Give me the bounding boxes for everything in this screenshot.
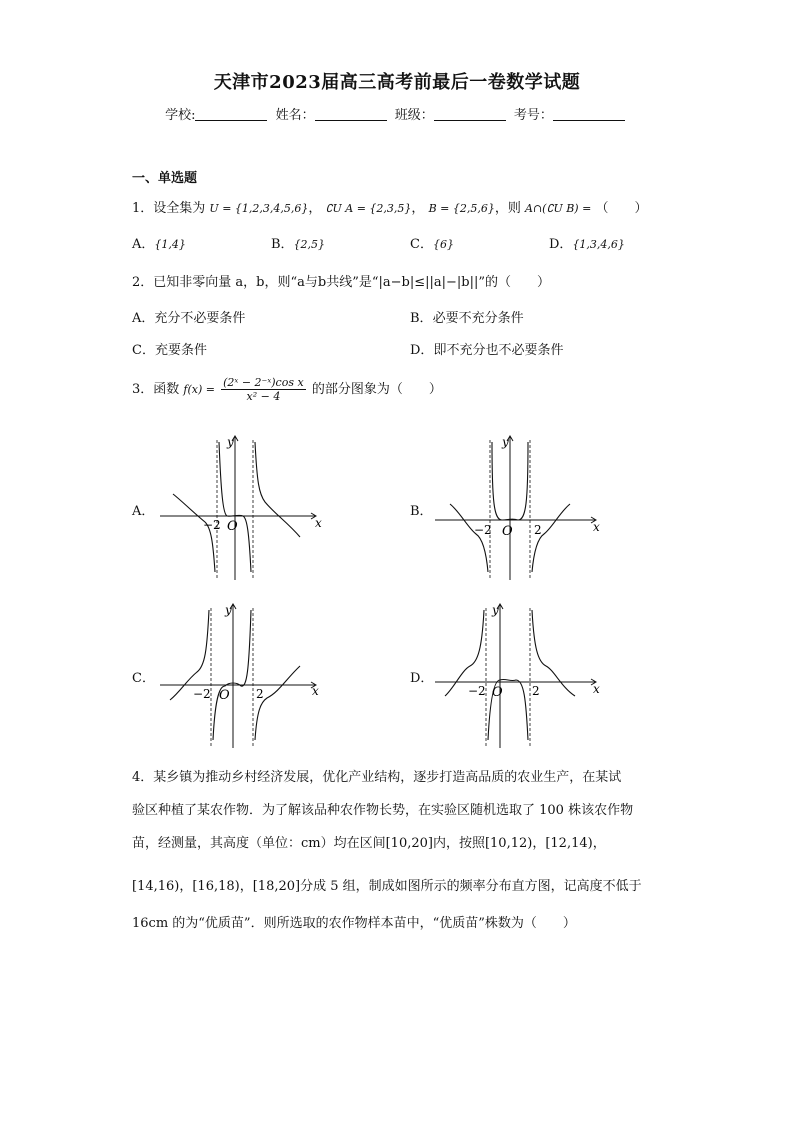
q2-option-b[interactable]: B．必要不充分条件 — [410, 311, 524, 326]
q1-prefix: 1．设全集为 — [132, 201, 206, 216]
q1-set-b: B = {2,5,6} — [428, 202, 495, 215]
q3-numerator: (2ˣ − 2⁻ˣ)cos x — [223, 376, 304, 389]
page-title: 天津市2023届高三高考前最后一卷数学试题 — [213, 72, 581, 93]
question-4-line-1: 4．某乡镇为推动乡村经济发展，优化产业结构，逐步打造高品质的农业生产，在某试 — [132, 770, 622, 785]
svg-text:O: O — [492, 685, 503, 700]
q3-option-a-label[interactable]: A． — [132, 504, 155, 519]
name-blank — [315, 108, 387, 121]
q2-option-a[interactable]: A．充分不必要条件 — [132, 311, 246, 326]
q1-option-a[interactable]: A．{1,4} — [132, 237, 186, 252]
question-4-line-3: 苗，经测量，其高度（单位：cm）均在区间[10,20]内，按照[10,12)，[12,14)， — [132, 836, 606, 851]
q1-option-d[interactable]: D．{1,3,4,6} — [549, 237, 625, 252]
q1-then: ，则 — [494, 201, 521, 216]
q1-paren: （ ） — [595, 201, 648, 216]
svg-text:O: O — [502, 524, 513, 539]
graph-a-neg2: −2 — [203, 518, 221, 532]
svg-text:−2: −2 — [468, 684, 486, 698]
svg-text:x: x — [312, 684, 319, 698]
svg-text:y: y — [502, 435, 509, 449]
question-4-line-5: 16cm 的为“优质苗”．则所选取的农作物样本苗中，“优质苗”株数为（ ） — [132, 916, 576, 931]
svg-text:2: 2 — [256, 687, 264, 701]
q1-expr: A∩(∁U B) = — [525, 202, 592, 215]
q3-graph-b[interactable] — [430, 432, 610, 582]
question-2: 2．已知非零向量 a，b，则“a与b共线”是“|a−b|≤||a|−|b||”的（ ） — [132, 275, 550, 290]
number-label: 考号： — [513, 108, 553, 123]
q2-option-d[interactable]: D．即不充分也不必要条件 — [410, 343, 564, 358]
graph-a-origin: O — [227, 519, 238, 534]
question-3 — [132, 376, 442, 403]
svg-text:x: x — [593, 682, 600, 696]
svg-text:y: y — [225, 603, 232, 617]
q3-prefix: 3．函数 — [132, 382, 180, 397]
student-info-line — [0, 104, 794, 123]
q1-option-b[interactable]: B．{2,5} — [271, 237, 326, 252]
svg-text:y: y — [492, 603, 499, 617]
number-blank — [553, 108, 625, 121]
q3-graph-c[interactable] — [155, 600, 335, 750]
class-label: 班级： — [394, 108, 434, 123]
q1-option-c[interactable]: C．{6} — [410, 237, 454, 252]
question-1: 1．设全集为 U = {1,2,3,4,5,6}， ∁U A = {2,3,5}， B = {2,5,6}，则 A∩(∁U B) = （ ） — [132, 201, 648, 216]
q3-option-d-label[interactable]: D． — [410, 671, 434, 686]
section-title: 一、单选题 — [132, 171, 198, 186]
graph-a-x-label: x — [315, 516, 322, 530]
class-blank — [434, 108, 506, 121]
q3-graph-a[interactable] — [155, 432, 335, 582]
svg-text:x: x — [593, 520, 600, 534]
question-4-line-2: 验区种植了某农作物．为了解该品种农作物长势，在实验区随机选取了 100 株该农作物 — [132, 803, 634, 818]
svg-text:2: 2 — [532, 684, 540, 698]
q1-set-u: U = {1,2,3,4,5,6} — [209, 202, 309, 215]
q2-option-c[interactable]: C．充要条件 — [132, 343, 207, 358]
q1-set-a: ∁U A = {2,3,5} — [325, 202, 412, 215]
q3-graph-d[interactable] — [430, 600, 610, 750]
q3-fraction — [221, 376, 306, 403]
name-label: 姓名： — [275, 108, 315, 123]
graph-a-y-label: y — [227, 435, 234, 449]
school-blank — [195, 108, 267, 121]
svg-text:−2: −2 — [474, 523, 492, 537]
q3-fname: f(x) = — [183, 383, 215, 396]
q3-suffix: 的部分图象为（ ） — [311, 382, 442, 397]
school-label: 学校: — [165, 108, 196, 123]
q3-option-b-label[interactable]: B． — [410, 504, 433, 519]
q3-option-c-label[interactable]: C． — [132, 671, 155, 686]
svg-text:−2: −2 — [193, 687, 211, 701]
q3-denominator: x² − 4 — [246, 390, 281, 403]
svg-text:O: O — [219, 688, 230, 703]
question-4-line-4: [14,16)，[16,18)，[18,20]分成 5 组，制成如图所示的频率分布直方图，记高度不低于 — [132, 879, 642, 894]
svg-text:2: 2 — [534, 523, 542, 537]
